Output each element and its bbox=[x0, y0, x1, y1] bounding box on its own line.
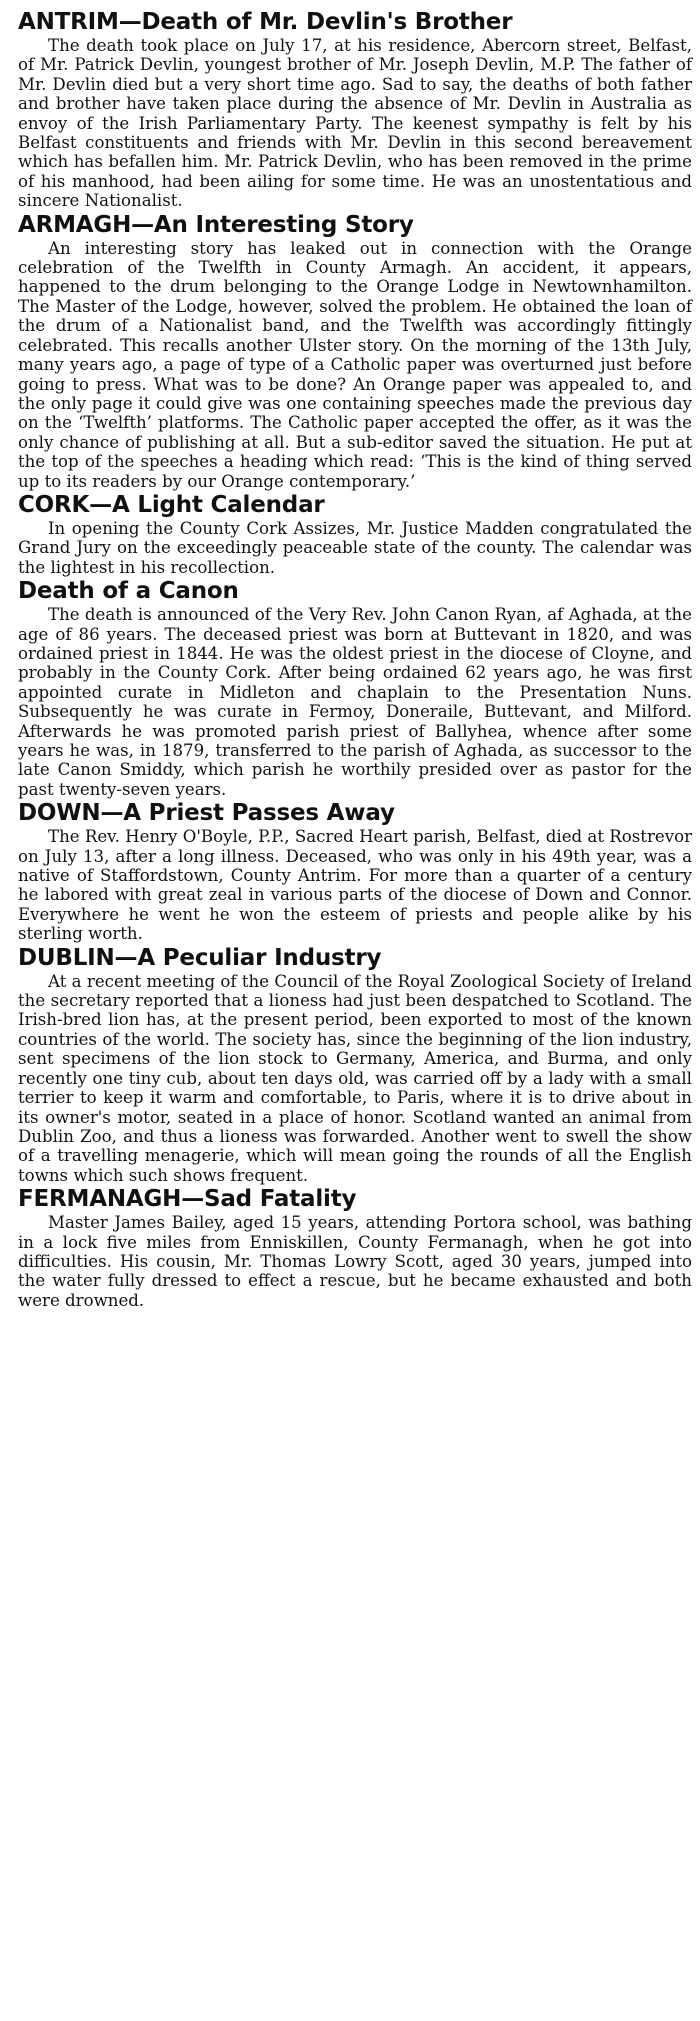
article-body: The death is announced of the Very Rev. John Canon Ryan, af Aghada, at the age of 86 years. The deceased priest was born at Buttevant in 1820, and was ordained priest in 1844. He was the oldest priest in the diocese of Cloyne, and probably in the County Cork. After being ordained 62 years ago, he was first appointed curate in Midleton and chaplain to the Presentation Nuns. Subsequently he was curate in Fermoy, Doneraile, Buttevant, and Milford. Afterwards he was promoted parish priest of Ballyhea, whence after some years he was, in 1879, transferred to the parish of Aghada, as successor to the late Canon Smiddy, which parish he worthily presided over as pastor for the past twenty-seven years. bbox=[18, 605, 692, 799]
article-body: In opening the County Cork Assizes, Mr. Justice Madden congratulated the Grand Jury on the exceedingly peaceable state of the county. The calendar was the lightest in his recollection. bbox=[18, 518, 692, 577]
article-down bbox=[18, 799, 692, 943]
article-fermanagh bbox=[18, 1185, 692, 1310]
article-dublin bbox=[18, 944, 692, 1185]
article-body: At a recent meeting of the Council of the Royal Zoological Society of Ireland the secretary reported that a lioness had just been despatched to Scotland. The Irish-bred lion has, at the present period, been exported to most of the known countries of the world. The society has, since the beginning of the lion industry, sent specimens of the lion stock to Germany, America, and Burma, and only recently one tiny cub, about ten days old, was carried off by a lady with a small terrier to keep it warm and comfortable, to Paris, where it is to drive about in its owner's motor, seated in a place of honor. Scotland wanted an animal from Dublin Zoo, and thus a lioness was forwarded. Another went to swell the show of a travelling menagerie, which will mean going the rounds of all the English towns which such shows frequent. bbox=[18, 971, 692, 1185]
article-headline: DUBLIN—A Peculiar Industry bbox=[18, 944, 382, 971]
article-headline: FERMANAGH—Sad Fatality bbox=[18, 1186, 357, 1213]
article-armagh bbox=[18, 211, 692, 491]
article-headline: ANTRIM—Death of Mr. Devlin's Brother bbox=[18, 9, 513, 35]
article-headline: CORK—A Light Calendar bbox=[18, 491, 325, 518]
article-headline: DOWN—A Priest Passes Away bbox=[18, 800, 395, 827]
article-cork bbox=[18, 491, 692, 577]
article-antrim bbox=[18, 8, 692, 211]
article-body: The Rev. Henry O'Boyle, P.P., Sacred Heart parish, Belfast, died at Rostrevor on July 13, after a long illness. Deceased, who was only in his 49th year, was a native of Staffordstown, County Antrim. For more than a quarter of a century he labored with great zeal in various parts of the diocese of Down and Connor. Everywhere he went he won the esteem of priests and people alike by his sterling worth. bbox=[18, 827, 692, 944]
article-death-of-canon bbox=[18, 577, 692, 799]
article-body: Master James Bailey, aged 15 years, attending Portora school, was bathing in a lock five miles from Enniskillen, County Fermanagh, when he got into difficulties. His cousin, Mr. Thomas Lowry Scott, aged 30 years, jumped into the water fully dressed to effect a rescue, but he became exhausted and both were drowned. bbox=[18, 1213, 692, 1310]
article-headline: ARMAGH—An Interesting Story bbox=[18, 211, 414, 238]
article-headline: Death of a Canon bbox=[18, 578, 239, 605]
article-body: An interesting story has leaked out in connection with the Orange celebration of the Twelfth in County Armagh. An accident, it appears, happened to the drum belonging to the Orange Lodge in Newtownhamilton. The Master of the Lodge, however, solved the problem. He obtained the loan of the drum of a Nationalist band, and the Twelfth was accordingly fittingly celebrated. This recalls another Ulster story. On the morning of the 13th July, many years ago, a page of type of a Catholic paper was overturned just before going to press. What was to be done? An Orange paper was appealed to, and the only page it could give was one containing speeches made the previous day on the ‘Twelfth’ platforms. The Catholic paper accepted the offer, as it was the only chance of publishing at all. But a sub-editor saved the situation. He put at the top of the speeches a heading which read: ‘This is the kind of thing served up to its readers by our Orange contemporary.’ bbox=[18, 238, 692, 491]
article-body: The death took place on July 17, at his residence, Abercorn street, Belfast, of Mr. Patrick Devlin, youngest brother of Mr. Joseph Devlin, M.P. The father of Mr. Devlin died but a very short time ago. Sad to say, the deaths of both father and brother have taken place during the absence of Mr. Devlin in Australia as envoy of the Irish Parliamentary Party. The keenest sympathy is felt by his Belfast constituents and friends with Mr. Devlin in this second bereavement which has befallen him. Mr. Patrick Devlin, who has been removed in the prime of his manhood, had been ailing for some time. He was an unostentatious and sincere Nationalist. bbox=[18, 36, 692, 211]
